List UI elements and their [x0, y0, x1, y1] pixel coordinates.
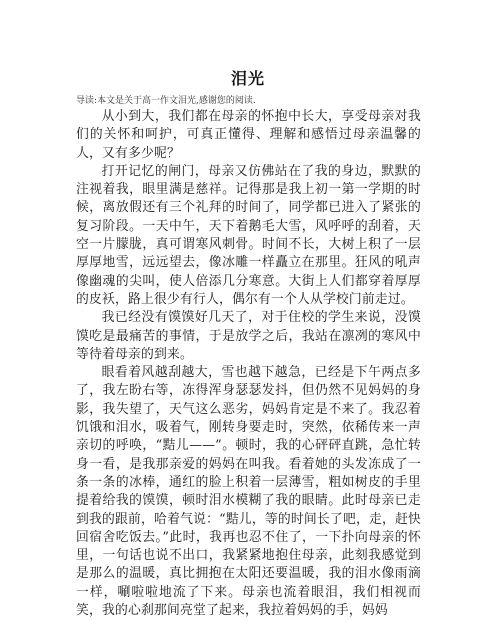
- paragraph: 我已经没有馍馍好几天了，对于住校的学生来说，没馍馍吃是最痛苦的事情，于是放学之后，我站在凛冽的寒风中等待着母亲的到来。: [76, 310, 421, 362]
- document-title: 泪光: [230, 69, 265, 88]
- paragraph: 从小到大，我们都在母亲的怀抱中长大，享受母亲对我们的关怀和呵护，可真正懂得、理解和感悟过母亲温馨的人，又有多少呢？: [76, 109, 421, 161]
- paragraph: 眼看着风越刮越大，雪也越下越急，已经是下午两点多了，我左盼右等，冻得浑身瑟瑟发抖，但仍然不见妈妈的身影，我失望了，天气这么恶劣，妈妈肯定是不来了。我忍着饥饿和泪水，吸着气，刚转身要走时，突然，依稀传来一声亲切的呼唤，“黠儿——”。顿时，我的心砰砰直跳，急忙转身一看，是我那亲爱的妈妈在叫我。看着她的头发冻成了一条一条的冰棒，通红的脸上积着一层薄雪，粗如树皮的手里提着给我的馍馍，顿时泪水模糊了我的眼睛。此时母亲已走到我的跟前，哈着气说：“黠儿，等的时间长了吧，走，赶快回宿舍吃饭去。”此时，我再也忍不住了，一下扑向母亲的怀里，一句话也说不出口，我紧紧地抱住母亲，此刻我感觉到是那么的温暖，真比拥抱在太阳还要温暖，我的泪水像雨滴一样，唰啦啦地流了下来。母亲也流着眼泪，我们相视而笑，我的心刹那间亮堂了起来，我拉着妈妈的手，妈妈: [76, 365, 421, 619]
- paragraph: 打开记忆的闸门，母亲又仿佛站在了我的身边，默默的注视着我，眼里满是慈祥。记得那是我上初一第一学期的时候，离放假还有三个礼拜的时间了，同学都已进入了紧张的复习阶段。一天中午，天下着鹅毛大雪，风呼呼的刮着，天空一片朦胧，真可谓寒风刺骨。时间不长，大树上积了一层厚厚地雪，远远望去，像冰雕一样矗立在那里。狂风的吼声像幽魂的尖叫，使人倍添几分寒意。大街上人们都穿着厚厚的皮袄，路上很少有行人，偶尔有一个人从学校门前走过。: [76, 163, 421, 307]
- document-body: [76, 108, 421, 620]
- document-intro: 导读:本文是关于高一作文泪光,感谢您的阅读.: [76, 96, 256, 106]
